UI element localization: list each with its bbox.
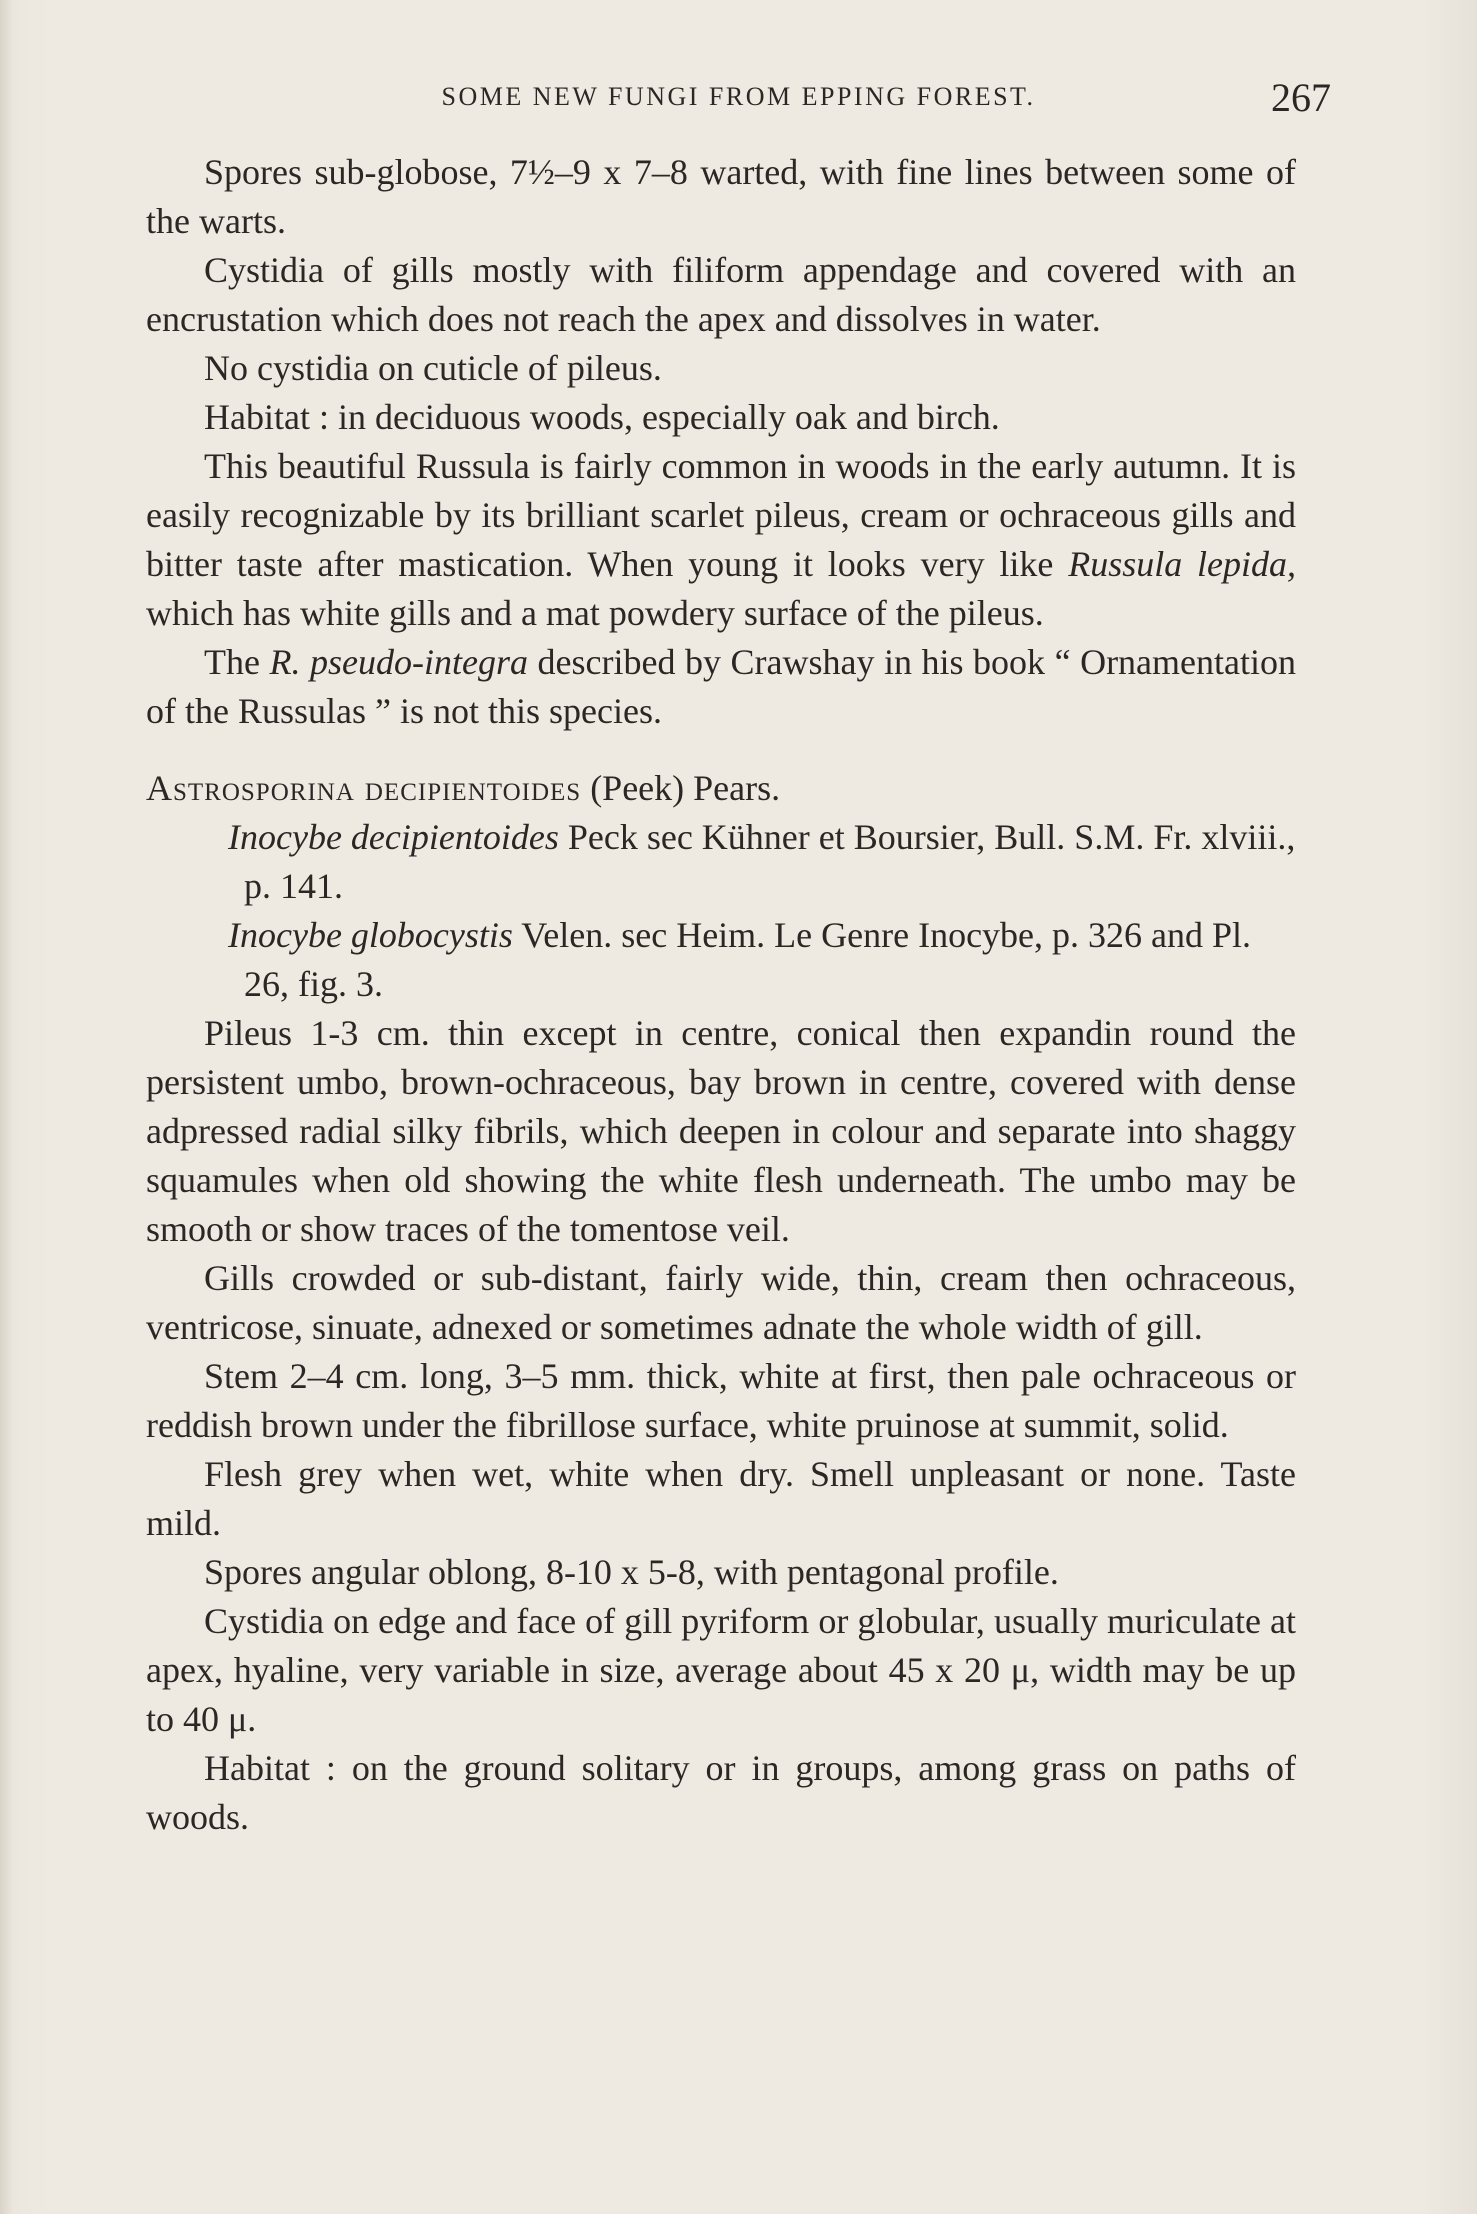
text-run: This beautiful Russula is fairly common in woods in the early autumn. It is easily recognizable by its brilliant scarlet pileus, cream or ochraceous gills and bitter taste after mastication. When young it looks very like [146,446,1296,584]
running-head [146,74,1331,124]
page-number: 267 [1271,75,1331,120]
running-title: SOME NEW FUNGI FROM EPPING FOREST. [441,82,1036,111]
paragraph-spores-inocybe: Spores angular oblong, 8-10 x 5-8, with pentagonal profile. [204,1552,1059,1592]
synonym-citation: Peck sec Kühner et Boursier, Bull. S.M. Fr. xlviii., p. 141. [244,817,1296,906]
species-authority: (Peek) Pears. [581,768,781,808]
text-run: The [204,642,270,682]
paragraph-pileus: Pileus 1-3 cm. thin except in centre, conical then expandin round the persistent umbo, brown-ochraceous, bay brown in centre, covered with dense adpressed radial silky fibrils, which deepen in colour and separate into shaggy squamules when old showing the white flesh underneath. The umbo may be smooth or show traces of the tomentose veil. [146,1013,1296,1249]
paragraph-pseudo-integra [146,638,1296,736]
text-run: described by Crawshay in his book “ Ornamentation of the Russulas ” is not this species. [146,642,1296,731]
synonym-name: Inocybe decipientoides [228,817,559,857]
synonym-citation: Velen. sec Heim. Le Genre Inocybe, p. 326 and Pl. 26, fig. 3. [244,915,1252,1004]
paragraph-cystidia-gills: Cystidia of gills mostly with filiform appendage and covered with an encrustation which does not reach the apex and dissolves in water. [146,250,1296,339]
paragraph-habitat-inocybe: Habitat : on the ground solitary or in groups, among grass on paths of woods. [146,1748,1296,1837]
paragraph-cystidia-inocybe: Cystidia on edge and face of gill pyriform or globular, usually muriculate at apex, hyaline, very variable in size, average about 45 x 20 μ, width may be up to 40 μ. [146,1601,1296,1739]
paragraph-stem: Stem 2–4 cm. long, 3–5 mm. thick, white at first, then pale ochraceous or reddish brown under the fibrillose surface, white pruinose at summit, solid. [146,1356,1296,1445]
paragraph-russula-description [146,442,1296,638]
paragraph-cuticle: No cystidia on cuticle of pileus. [204,348,662,388]
synonym-1 [146,813,1296,911]
paragraph-habitat-russula: Habitat : in deciduous woods, especially oak and birch. [204,397,1000,437]
page-body [146,148,1296,1842]
taxon-name: Russula lepida, [1068,544,1297,584]
synonym-2 [146,911,1296,1009]
species-heading [146,764,1296,813]
paragraph-flesh: Flesh grey when wet, white when dry. Smell unpleasant or none. Taste mild. [146,1454,1296,1543]
species-name: Astrosporina decipientoides [146,768,582,808]
synonym-name: Inocybe globocystis [228,915,513,955]
taxon-name: R. pseudo-integra [269,642,528,682]
paragraph-spores-russula: Spores sub-globose, 7½–9 x 7–8 warted, with fine lines between some of the warts. [146,152,1296,241]
paragraph-gills: Gills crowded or sub-distant, fairly wide, thin, cream then ochraceous, ventricose, sinuate, adnexed or sometimes adnate the whole width of gill. [146,1258,1296,1347]
text-run: which has white gills and a mat powdery surface of the pileus. [146,593,1044,633]
